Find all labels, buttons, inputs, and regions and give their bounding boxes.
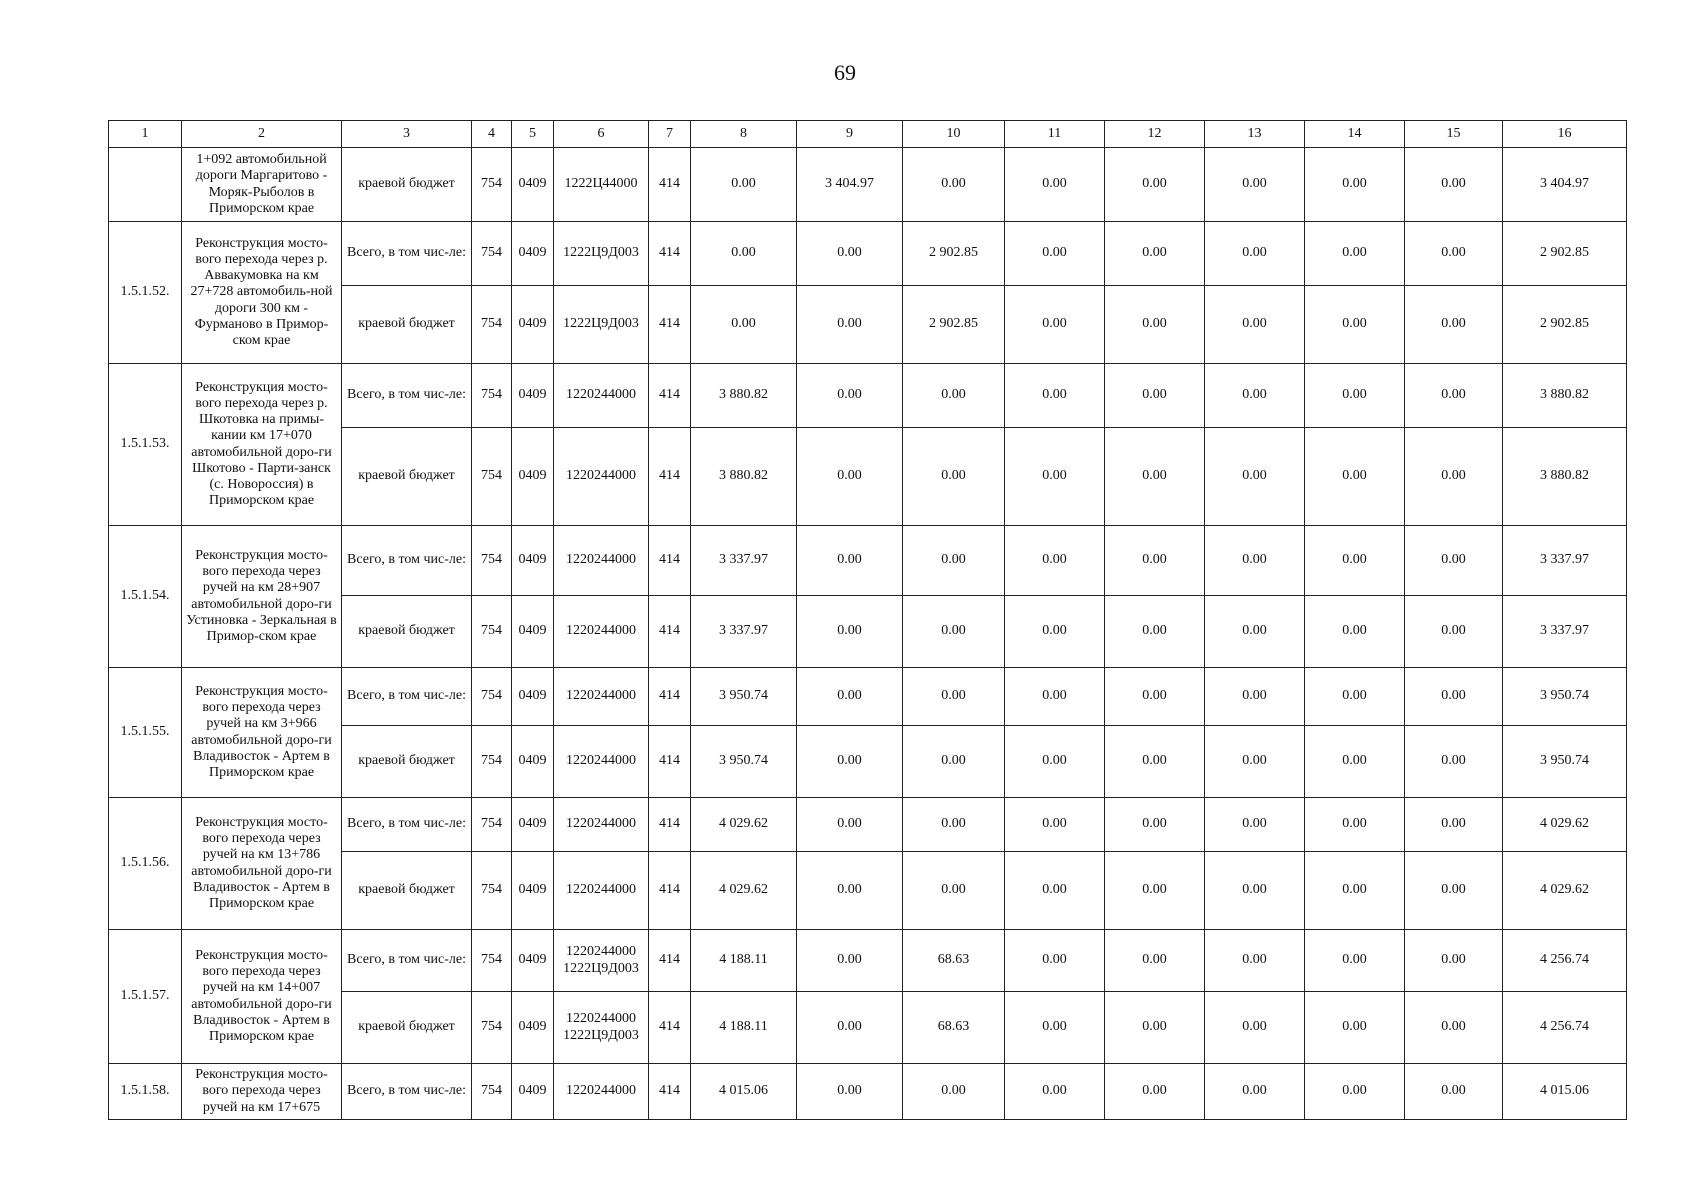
item-number	[109, 148, 182, 222]
column-header: 11	[1005, 121, 1105, 148]
year-amount: 0.00	[1005, 992, 1105, 1064]
code-expense-type: 414	[649, 668, 691, 726]
code-ministry: 754	[472, 286, 512, 364]
code-target-article: 1220244000	[554, 428, 649, 526]
year-amount: 0.00	[1205, 668, 1305, 726]
item-name: Реконструкция мосто-вого перехода через ручей на км 28+907 автомобильной доро-ги Устиновка - Зеркальная в Примор-ском крае	[182, 526, 342, 668]
year-amount: 0.00	[1205, 364, 1305, 428]
code-section: 0409	[512, 930, 554, 992]
year-amount: 3 950.74	[691, 726, 797, 798]
code-expense-type: 414	[649, 222, 691, 286]
year-amount: 0.00	[797, 852, 903, 930]
year-amount: 0.00	[1405, 930, 1503, 992]
year-amount: 0.00	[1405, 596, 1503, 668]
year-amount: 0.00	[1105, 992, 1205, 1064]
code-expense-type: 414	[649, 1064, 691, 1120]
column-header: 3	[342, 121, 472, 148]
funding-source: Всего, в том чис-ле:	[342, 798, 472, 852]
funding-source: краевой бюджет	[342, 852, 472, 930]
item-name: 1+092 автомобильной дороги Маргаритово - Моряк-Рыболов в Приморском крае	[182, 148, 342, 222]
year-amount: 4 188.11	[691, 992, 797, 1064]
total-amount: 3 337.97	[1503, 596, 1627, 668]
funding-source: краевой бюджет	[342, 148, 472, 222]
code-ministry: 754	[472, 596, 512, 668]
year-amount: 0.00	[1305, 798, 1405, 852]
year-amount: 0.00	[1005, 668, 1105, 726]
year-amount: 68.63	[903, 992, 1005, 1064]
code-ministry: 754	[472, 526, 512, 596]
year-amount: 0.00	[797, 428, 903, 526]
year-amount: 3 337.97	[691, 526, 797, 596]
year-amount: 0.00	[1105, 526, 1205, 596]
year-amount: 0.00	[1105, 930, 1205, 992]
year-amount: 0.00	[797, 930, 903, 992]
total-amount: 3 950.74	[1503, 726, 1627, 798]
item-number: 1.5.1.53.	[109, 364, 182, 526]
table-row	[109, 526, 1627, 596]
year-amount: 2 902.85	[903, 286, 1005, 364]
item-name: Реконструкция мосто-вого перехода через ручей на км 14+007 автомобильной доро-ги Владивосток - Артем в Приморском крае	[182, 930, 342, 1064]
year-amount: 3 404.97	[797, 148, 903, 222]
total-amount: 4 029.62	[1503, 798, 1627, 852]
year-amount: 0.00	[797, 992, 903, 1064]
year-amount: 0.00	[797, 364, 903, 428]
code-ministry: 754	[472, 364, 512, 428]
page-number: 69	[834, 60, 856, 85]
total-amount: 2 902.85	[1503, 222, 1627, 286]
year-amount: 0.00	[1405, 798, 1503, 852]
year-amount: 0.00	[1105, 364, 1205, 428]
column-header: 16	[1503, 121, 1627, 148]
year-amount: 0.00	[903, 1064, 1005, 1120]
year-amount: 0.00	[1205, 1064, 1305, 1120]
item-number: 1.5.1.57.	[109, 930, 182, 1064]
year-amount: 0.00	[797, 668, 903, 726]
year-amount: 0.00	[1405, 726, 1503, 798]
code-target-article: 1220244000	[554, 364, 649, 428]
code-expense-type: 414	[649, 726, 691, 798]
funding-source: краевой бюджет	[342, 286, 472, 364]
year-amount: 0.00	[797, 798, 903, 852]
year-amount: 3 880.82	[691, 364, 797, 428]
year-amount: 0.00	[1405, 364, 1503, 428]
code-section: 0409	[512, 992, 554, 1064]
column-header: 2	[182, 121, 342, 148]
year-amount: 0.00	[797, 286, 903, 364]
code-target-article: 1222Ц44000	[554, 148, 649, 222]
total-amount: 3 880.82	[1503, 428, 1627, 526]
table-row	[109, 148, 1627, 222]
year-amount: 0.00	[903, 596, 1005, 668]
year-amount: 0.00	[1005, 222, 1105, 286]
table-row	[109, 668, 1627, 726]
year-amount: 0.00	[1305, 364, 1405, 428]
code-section: 0409	[512, 364, 554, 428]
year-amount: 4 029.62	[691, 798, 797, 852]
column-header: 1	[109, 121, 182, 148]
year-amount: 0.00	[1305, 222, 1405, 286]
year-amount: 0.00	[1405, 148, 1503, 222]
year-amount: 3 950.74	[691, 668, 797, 726]
year-amount: 0.00	[903, 668, 1005, 726]
table-row	[109, 222, 1627, 286]
year-amount: 0.00	[1305, 726, 1405, 798]
year-amount: 0.00	[1305, 668, 1405, 726]
year-amount: 0.00	[1005, 726, 1105, 798]
code-expense-type: 414	[649, 930, 691, 992]
column-header: 9	[797, 121, 903, 148]
year-amount: 0.00	[1105, 286, 1205, 364]
year-amount: 0.00	[1005, 852, 1105, 930]
funding-source: Всего, в том чис-ле:	[342, 930, 472, 992]
year-amount: 3 337.97	[691, 596, 797, 668]
code-target-article: 1220244000	[554, 596, 649, 668]
year-amount: 0.00	[1405, 222, 1503, 286]
year-amount: 0.00	[1405, 286, 1503, 364]
column-header: 12	[1105, 121, 1205, 148]
code-expense-type: 414	[649, 798, 691, 852]
code-target-article: 1220244000	[554, 798, 649, 852]
year-amount: 0.00	[1305, 286, 1405, 364]
code-target-article: 1220244000 1222Ц9Д003	[554, 992, 649, 1064]
code-target-article: 1220244000	[554, 726, 649, 798]
year-amount: 0.00	[1005, 798, 1105, 852]
code-expense-type: 414	[649, 526, 691, 596]
year-amount: 0.00	[1205, 596, 1305, 668]
year-amount: 0.00	[903, 428, 1005, 526]
code-expense-type: 414	[649, 148, 691, 222]
code-ministry: 754	[472, 930, 512, 992]
year-amount: 0.00	[1005, 148, 1105, 222]
year-amount: 0.00	[1105, 726, 1205, 798]
year-amount: 0.00	[903, 798, 1005, 852]
year-amount: 0.00	[1105, 596, 1205, 668]
year-amount: 0.00	[1305, 428, 1405, 526]
funding-source: Всего, в том чис-ле:	[342, 222, 472, 286]
code-section: 0409	[512, 286, 554, 364]
code-ministry: 754	[472, 222, 512, 286]
year-amount: 0.00	[1305, 596, 1405, 668]
code-section: 0409	[512, 222, 554, 286]
code-ministry: 754	[472, 148, 512, 222]
code-expense-type: 414	[649, 428, 691, 526]
code-ministry: 754	[472, 852, 512, 930]
year-amount: 0.00	[1105, 852, 1205, 930]
year-amount: 0.00	[1005, 1064, 1105, 1120]
code-target-article: 1220244000	[554, 1064, 649, 1120]
total-amount: 3 337.97	[1503, 526, 1627, 596]
year-amount: 0.00	[1105, 428, 1205, 526]
code-expense-type: 414	[649, 852, 691, 930]
year-amount: 0.00	[1205, 930, 1305, 992]
code-section: 0409	[512, 428, 554, 526]
item-number: 1.5.1.52.	[109, 222, 182, 364]
year-amount: 0.00	[1205, 526, 1305, 596]
year-amount: 0.00	[1405, 852, 1503, 930]
column-header: 14	[1305, 121, 1405, 148]
code-expense-type: 414	[649, 596, 691, 668]
year-amount: 0.00	[903, 364, 1005, 428]
code-target-article: 1220244000	[554, 668, 649, 726]
year-amount: 0.00	[1205, 286, 1305, 364]
item-name: Реконструкция мосто-вого перехода через р. Аввакумовка на км 27+728 автомобиль-ной дороги 300 км - Фурманово в Примор-ском крае	[182, 222, 342, 364]
year-amount: 0.00	[797, 596, 903, 668]
code-section: 0409	[512, 148, 554, 222]
year-amount: 0.00	[1305, 148, 1405, 222]
year-amount: 0.00	[1005, 596, 1105, 668]
total-amount: 4 256.74	[1503, 930, 1627, 992]
year-amount: 0.00	[1105, 798, 1205, 852]
year-amount: 4 188.11	[691, 930, 797, 992]
table-row	[109, 930, 1627, 992]
year-amount: 0.00	[1205, 148, 1305, 222]
code-ministry: 754	[472, 1064, 512, 1120]
code-section: 0409	[512, 1064, 554, 1120]
year-amount: 0.00	[1005, 364, 1105, 428]
year-amount: 0.00	[903, 526, 1005, 596]
header-row	[109, 121, 1627, 148]
year-amount: 0.00	[1405, 668, 1503, 726]
year-amount: 0.00	[1105, 1064, 1205, 1120]
total-amount: 4 029.62	[1503, 852, 1627, 930]
funding-source: краевой бюджет	[342, 596, 472, 668]
year-amount: 0.00	[1205, 798, 1305, 852]
year-amount: 0.00	[1205, 992, 1305, 1064]
table-row	[109, 1064, 1627, 1120]
column-header: 15	[1405, 121, 1503, 148]
code-expense-type: 414	[649, 286, 691, 364]
year-amount: 0.00	[1005, 526, 1105, 596]
column-header: 6	[554, 121, 649, 148]
budget-table	[108, 120, 1627, 1120]
column-header: 7	[649, 121, 691, 148]
item-number: 1.5.1.58.	[109, 1064, 182, 1120]
total-amount: 2 902.85	[1503, 286, 1627, 364]
year-amount: 0.00	[1105, 668, 1205, 726]
total-amount: 4 015.06	[1503, 1064, 1627, 1120]
total-amount: 3 880.82	[1503, 364, 1627, 428]
year-amount: 0.00	[797, 222, 903, 286]
year-amount: 0.00	[1005, 286, 1105, 364]
code-ministry: 754	[472, 668, 512, 726]
year-amount: 0.00	[903, 726, 1005, 798]
year-amount: 0.00	[1405, 992, 1503, 1064]
item-number: 1.5.1.56.	[109, 798, 182, 930]
code-target-article: 1222Ц9Д003	[554, 286, 649, 364]
column-header: 8	[691, 121, 797, 148]
year-amount: 0.00	[1205, 222, 1305, 286]
year-amount: 68.63	[903, 930, 1005, 992]
year-amount: 0.00	[1005, 930, 1105, 992]
total-amount: 3 404.97	[1503, 148, 1627, 222]
year-amount: 0.00	[1405, 526, 1503, 596]
code-section: 0409	[512, 726, 554, 798]
year-amount: 0.00	[1205, 428, 1305, 526]
year-amount: 0.00	[1405, 1064, 1503, 1120]
code-section: 0409	[512, 596, 554, 668]
code-ministry: 754	[472, 798, 512, 852]
year-amount: 0.00	[903, 852, 1005, 930]
year-amount: 0.00	[691, 222, 797, 286]
year-amount: 3 880.82	[691, 428, 797, 526]
funding-source: краевой бюджет	[342, 726, 472, 798]
year-amount: 0.00	[1105, 148, 1205, 222]
year-amount: 0.00	[797, 1064, 903, 1120]
code-target-article: 1222Ц9Д003	[554, 222, 649, 286]
code-section: 0409	[512, 668, 554, 726]
year-amount: 0.00	[1105, 222, 1205, 286]
funding-source: Всего, в том чис-ле:	[342, 1064, 472, 1120]
code-expense-type: 414	[649, 364, 691, 428]
code-ministry: 754	[472, 428, 512, 526]
code-expense-type: 414	[649, 992, 691, 1064]
column-header: 10	[903, 121, 1005, 148]
year-amount: 0.00	[903, 148, 1005, 222]
item-number: 1.5.1.54.	[109, 526, 182, 668]
year-amount: 0.00	[1305, 992, 1405, 1064]
column-header: 4	[472, 121, 512, 148]
year-amount: 0.00	[797, 726, 903, 798]
table-body	[109, 148, 1627, 1120]
year-amount: 0.00	[1305, 930, 1405, 992]
code-target-article: 1220244000 1222Ц9Д003	[554, 930, 649, 992]
code-section: 0409	[512, 852, 554, 930]
table-row	[109, 364, 1627, 428]
funding-source: Всего, в том чис-ле:	[342, 668, 472, 726]
year-amount: 0.00	[797, 526, 903, 596]
funding-source: краевой бюджет	[342, 992, 472, 1064]
year-amount: 2 902.85	[903, 222, 1005, 286]
year-amount: 0.00	[1005, 428, 1105, 526]
year-amount: 0.00	[1305, 1064, 1405, 1120]
code-ministry: 754	[472, 726, 512, 798]
year-amount: 0.00	[691, 148, 797, 222]
code-ministry: 754	[472, 992, 512, 1064]
item-number: 1.5.1.55.	[109, 668, 182, 798]
year-amount: 0.00	[691, 286, 797, 364]
total-amount: 4 256.74	[1503, 992, 1627, 1064]
code-section: 0409	[512, 798, 554, 852]
funding-source: Всего, в том чис-ле:	[342, 526, 472, 596]
code-section: 0409	[512, 526, 554, 596]
code-target-article: 1220244000	[554, 526, 649, 596]
item-name: Реконструкция мосто-вого перехода через ручей на км 3+966 автомобильной доро-ги Владивосток - Артем в Приморском крае	[182, 668, 342, 798]
year-amount: 0.00	[1205, 852, 1305, 930]
year-amount: 0.00	[1305, 526, 1405, 596]
total-amount: 3 950.74	[1503, 668, 1627, 726]
item-name: Реконструкция мосто-вого перехода через ручей на км 13+786 автомобильной доро-ги Владивосток - Артем в Приморском крае	[182, 798, 342, 930]
funding-source: краевой бюджет	[342, 428, 472, 526]
year-amount: 4 015.06	[691, 1064, 797, 1120]
item-name: Реконструкция мосто-вого перехода через р. Шкотовка на примы-кании км 17+070 автомобильной доро-ги Шкотово - Парти-занск (с. Новороссия) в Приморском крае	[182, 364, 342, 526]
table-row	[109, 798, 1627, 852]
column-header: 5	[512, 121, 554, 148]
code-target-article: 1220244000	[554, 852, 649, 930]
year-amount: 0.00	[1305, 852, 1405, 930]
year-amount: 0.00	[1205, 726, 1305, 798]
item-name: Реконструкция мосто-вого перехода через ручей на км 17+675	[182, 1064, 342, 1120]
column-header: 13	[1205, 121, 1305, 148]
funding-source: Всего, в том чис-ле:	[342, 364, 472, 428]
year-amount: 0.00	[1405, 428, 1503, 526]
year-amount: 4 029.62	[691, 852, 797, 930]
